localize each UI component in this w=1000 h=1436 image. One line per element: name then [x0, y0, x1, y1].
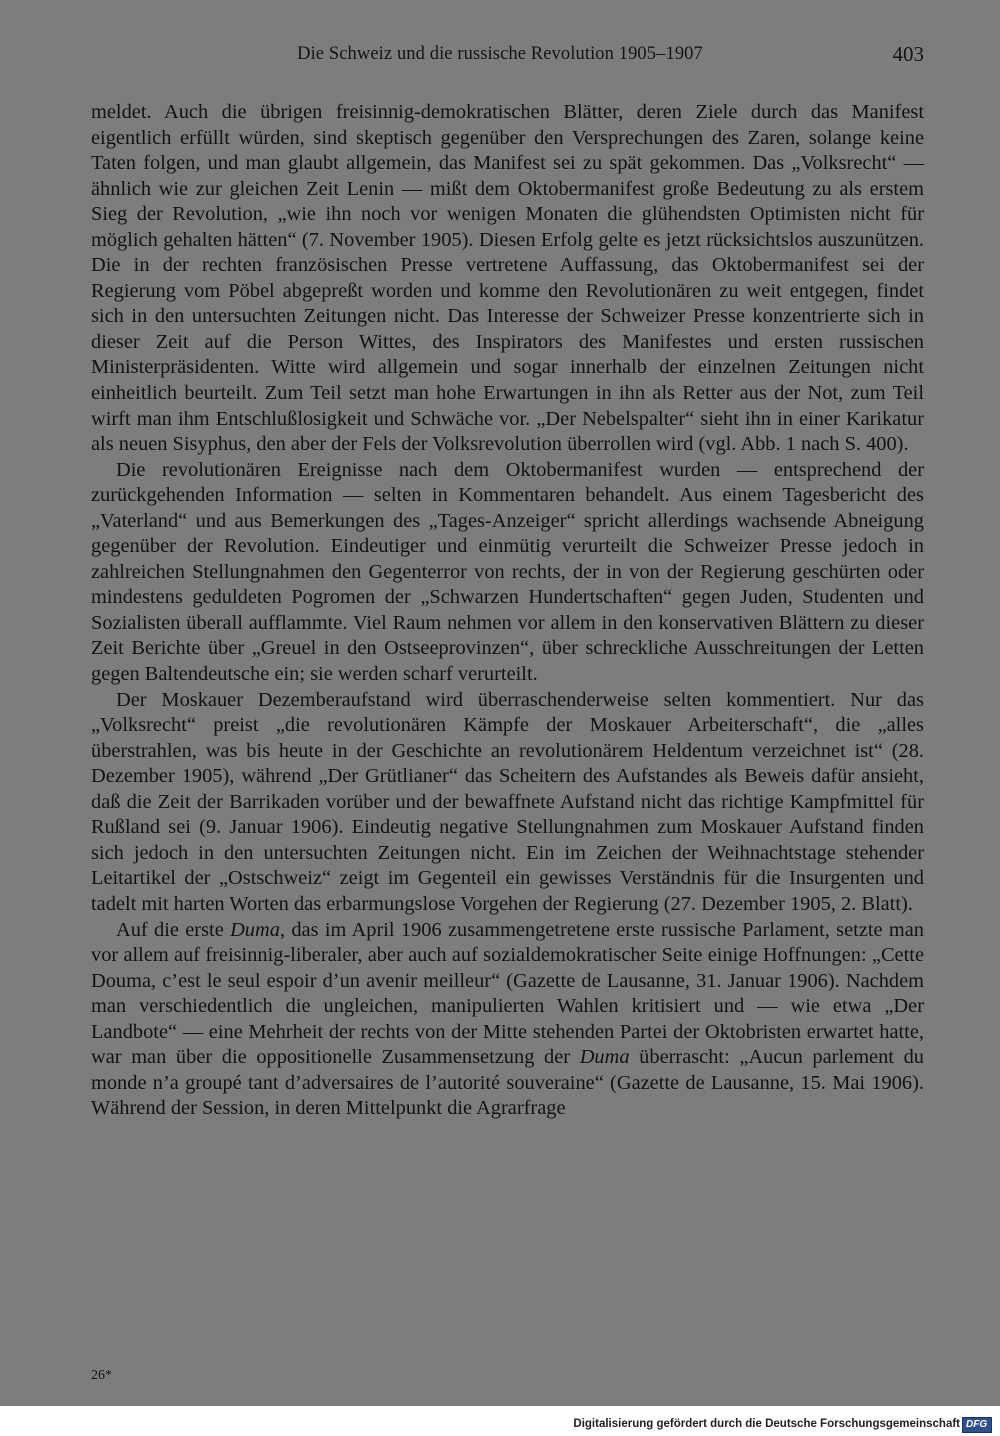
duma-term: Duma [230, 918, 280, 941]
funding-note: Digitalisierung gefördert durch die Deutsche Forschungsgemeinschaft [573, 1418, 960, 1430]
page-number: 403 [892, 42, 924, 66]
dfg-logo-text: DFG [966, 1419, 988, 1430]
paragraph-4-part-2: , das im April 1906 zusammengetretene erste russische Parlament, setzte man vor allem auf freisinnig-liberaler, aber auch auf sozialdemokratischer Seite einige Hoffnungen: „Cette Douma, c’est le seul espoir d’un avenir meilleur“ (Gazette de Lausanne, 31. Januar 1906). Nachdem man verschiedentlich die ungleichen, manipulierten Wahlen kritisiert und — wie etwa „Der Landbote“ — eine Mehrheit der rechts von der Mitte stehenden Partei der Oktobristen erwartet hatte, war man über die oppositionelle Zusammensetzung der [91, 918, 925, 1069]
paragraph-2: Die revolutionären Ereignisse nach dem Oktobermanifest wurden — entsprechend der zurückgehenden Information — selten in Kommentaren behandelt. Aus einem Tagesbericht des „Vaterland“ und aus Bemerkungen des „Tages-Anzeiger“ spricht allerdings wachsende Abneigung gegenüber der Revolution. Eindeutiger und einmütig verurteilt die Schweizer Presse jedoch in zahlreichen Stellungnahmen den Gegenterror von rechts, der in von der Regierung geschürten oder mindestens geduldeten Pogromen der „Schwarzen Hundertschaften“ gegen Juden, Studenten und Sozialisten überall aufflammte. Viel Raum nehmen vor allem in den konservativen Blättern zu dieser Zeit Berichte über „Greuel in den Ostseeprovinzen“, über schreckliche Ausschreitungen der Letten gegen Baltendeutsche ein; sie werden scharf verurteilt. [91, 458, 924, 686]
paragraph-4-part-3: überrascht: „Aucun parlement du monde n’a groupé tant d’adversaires de l’autorité souveraine“ (Gazette de Lausanne, 15. Mai 1906). Während der Session, in deren Mittelpunkt die Agrarfrage [91, 1046, 924, 1120]
body-text [91, 100, 924, 1122]
running-title: Die Schweiz und die russische Revolution 1905–1907 [297, 44, 703, 64]
duma-term: Duma [579, 1046, 630, 1069]
signature-mark: 26* [91, 1368, 112, 1383]
paragraph-4-part-1: Auf die erste [116, 918, 231, 941]
paragraph-4 [91, 918, 924, 1122]
paragraph-3: Der Moskauer Dezemberaufstand wird überraschenderweise selten kommentiert. Nur das „Volksrecht“ preist „die revolutionären Kämpfe der Moskauer Arbeiterschaft“, die „alles überstrahlen, was bis heute in der Geschichte an revolutionärem Heldentum verzeichnet ist“ (28. Dezember 1905), während „Der Grütlianer“ das Scheitern des Aufstandes als Beweis dafür ansieht, daß die Zeit der Barrikaden vorüber und der bewaffnete Aufstand nicht das richtige Kampfmittel für Rußland sei (9. Januar 1906). Eindeutig negative Stellungnahmen zum Moskauer Aufstand finden sich jedoch in den untersuchten Zeitungen nicht. Ein im Zeichen der Weihnachtstage stehender Leitartikel der „Ostschweiz“ zeigt im Gegenteil ein gewisses Verständnis für die Insurgenten und tadelt mit harten Worten das erbarmungslose Vorgehen der Regierung (27. Dezember 1905, 2. Blatt). [91, 688, 924, 915]
dfg-logo [962, 1417, 992, 1433]
paragraph-1: meldet. Auch die übrigen freisinnig-demokratischen Blätter, deren Ziele durch das Manifest eigentlich erfüllt würden, sind skeptisch gegenüber den Versprechungen des Zaren, solange keine Taten folgen, und man glaubt allgemein, das Manifest sei zu spät gekommen. Das „Volksrecht“ — ähnlich wie zur gleichen Zeit Lenin — mißt dem Oktobermanifest große Bedeutung zu als erstem Sieg der Revolution, „wie ihn noch vor wenigen Monaten die glühendsten Optimisten nicht für möglich gehalten hätten“ (7. November 1905). Diesen Erfolg gelte es jetzt rücksichtslos auszunützen. Die in der rechten französischen Presse vertretene Auffassung, das Oktobermanifest sei der Regierung vom Pöbel abgepreßt worden und komme den Revolutionären zu weit entgegen, findet sich in den untersuchten Zeitungen nicht. Das Interesse der Schweizer Presse konzentrierte sich in dieser Zeit auf die Person Wittes, des Inspirators des Manifestes und ersten russischen Ministerpräsidenten. Witte wird allgemein und sogar innerhalb der einzelnen Zeitungen nicht einheitlich beurteilt. Zum Teil setzt man hohe Erwartungen in ihn als Retter aus der Not, zum Teil wirft man ihm Entschlußlosigkeit und Schwäche vor. „Der Nebelspalter“ sieht ihn in einer Karikatur als neuen Sisyphus, den aber der Fels der Volksrevolution überrollen wird (vgl. Abb. 1 nach S. 400). [91, 101, 924, 456]
